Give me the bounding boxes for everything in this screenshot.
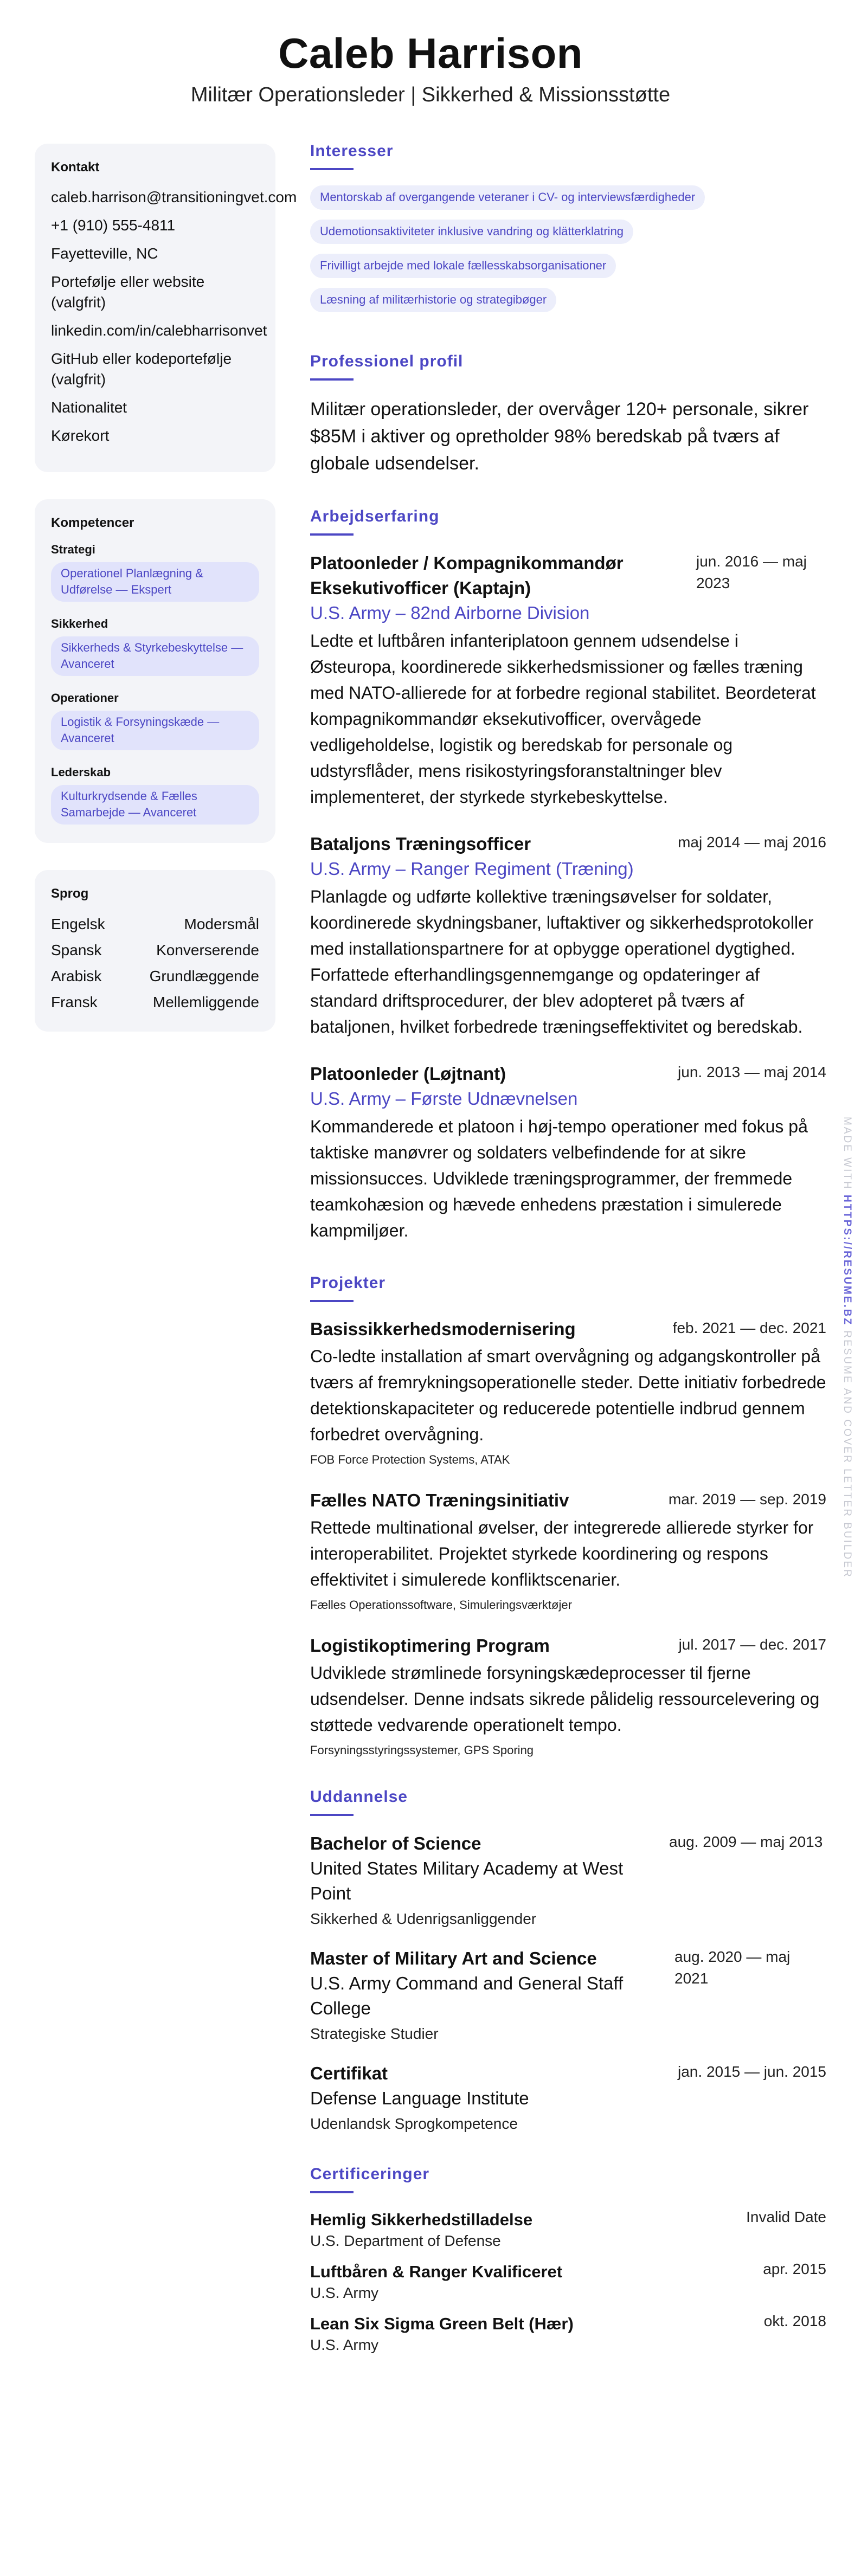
- skill-badge: Sikkerheds & Styrkebeskyttelse — Avanceret: [51, 636, 259, 676]
- skill-badge: Kulturkrydsende & Fælles Samarbejde — Avanceret: [51, 785, 259, 825]
- certification-date: okt. 2018: [763, 2313, 826, 2329]
- language-level: Grundlæggende: [149, 968, 259, 984]
- language-name: Fransk: [51, 994, 98, 1010]
- certification-entry: [310, 2208, 826, 2251]
- project-entry: [310, 1489, 826, 1612]
- certification-issuer: U.S. Army: [310, 2284, 379, 2301]
- school-name: Defense Language Institute: [310, 2088, 529, 2108]
- profile-summary: Militær operationsleder, der overvåger 120+ personale, sikrer $85M i aktiver og opretholder 98% beredskab på tværs af globale udsendelser.: [310, 399, 809, 474]
- interest-badge: Frivilligt arbejde med lokale fællesskabsorganisationer: [310, 254, 616, 278]
- language-row: [51, 991, 259, 1013]
- certification-title: Lean Six Sigma Green Belt (Hær): [310, 2314, 574, 2333]
- certification-issuer: U.S. Army: [310, 2336, 379, 2353]
- skills-title: Kompetencer: [51, 516, 134, 530]
- contact-location: Fayetteville, NC: [51, 245, 158, 262]
- contact-portfolio[interactable]: Portefølje eller website (valgfrit): [51, 273, 205, 311]
- job-organization: U.S. Army – Første Udnævnelsen: [310, 1089, 578, 1109]
- section-title: Uddannelse: [310, 1788, 408, 1806]
- language-level: Mellemliggende: [152, 994, 259, 1010]
- skill-badge: Logistik & Forsyningskæde — Avanceret: [51, 711, 259, 750]
- degree-title: Master of Military Art and Science: [310, 1948, 597, 1968]
- sidebar: [35, 144, 297, 1059]
- job-organization: U.S. Army – Ranger Regiment (Træning): [310, 859, 634, 879]
- watermark-link[interactable]: HTTPS://RESUME.BZ: [841, 1195, 853, 1326]
- languages-card: [35, 870, 275, 1032]
- certification-date: Invalid Date: [746, 2208, 826, 2225]
- project-title: Basissikkerhedsmodernisering: [310, 1319, 576, 1339]
- education-entry: [310, 2061, 826, 2135]
- skill-group: [51, 617, 259, 691]
- project-description: Co-ledte installation af smart overvågning og adgangskontroller på tværs af fremrykningsoperationelle steder. Dette initiativ forbedrede detektionskapaciteter og reducerede potentielle indbrud gennem forbedret overvågning.: [310, 1347, 826, 1444]
- job-title: Platoonleder (Løjtnant): [310, 1064, 506, 1084]
- interest-badge: Mentorskab af overgangende veteraner i CV- og interviewsfærdigheder: [310, 185, 705, 210]
- candidate-headline: Militær Operationsleder | Sikkerhed & Missionsstøtte: [190, 83, 671, 106]
- job-organization: U.S. Army – 82nd Airborne Division: [310, 603, 590, 623]
- project-date: feb. 2021 — dec. 2021: [672, 1319, 826, 1336]
- education-entry: [310, 1831, 826, 1930]
- resume-header: [0, 0, 861, 107]
- education-date: aug. 2020 — maj 2021: [674, 1948, 791, 1987]
- project-description: Udviklede strømlinede forsyningskædeprocesser til fjerne udsendelser. Denne indsats sikrede pålidelig ressourcelevering og støttede vedvarende operationelt tempo.: [310, 1663, 820, 1735]
- section-divider: [310, 1300, 354, 1302]
- job-description: Kommanderede et platoon i høj-tempo operationer med fokus på taktiske manøvrer og soldaters velbefindende for at sikre missionsucces. Udviklede træningsprogrammer, der fremmede teamkohæsion og hævede enhedens præstation i simulerede kampmiljøer.: [310, 1117, 808, 1240]
- skill-group: [51, 765, 259, 825]
- contact-linkedin[interactable]: linkedin.com/in/calebharrisonvet: [51, 322, 267, 339]
- section-title: Certificeringer: [310, 2165, 430, 2183]
- contact-email[interactable]: caleb.harrison@transitioningvet.com: [51, 189, 297, 205]
- section-title: Projekter: [310, 1274, 386, 1292]
- skill-badge: Operationel Planlægning & Udførelse — Ekspert: [51, 562, 259, 602]
- job-date: jun. 2016 — maj 2023: [696, 553, 807, 591]
- education-date: aug. 2009 — maj 2013: [669, 1833, 823, 1850]
- degree-title: Bachelor of Science: [310, 1833, 481, 1853]
- education-entry: [310, 1946, 826, 2045]
- field-of-study: Sikkerhed & Udenrigsanliggender: [310, 1910, 537, 1927]
- language-row: [51, 965, 259, 987]
- section-title: Interesser: [310, 142, 394, 160]
- certification-date: apr. 2015: [763, 2261, 826, 2277]
- project-title: Logistikoptimering Program: [310, 1635, 550, 1656]
- certification-issuer: U.S. Department of Defense: [310, 2232, 501, 2249]
- interest-badge: Læsning af militærhistorie og strategibøger: [310, 288, 556, 312]
- experience-section: [310, 507, 826, 1244]
- builder-watermark: [841, 1117, 853, 1579]
- contact-github[interactable]: GitHub eller kodeportefølje (valgfrit): [51, 350, 232, 388]
- language-name: Engelsk: [51, 916, 105, 932]
- certification-entry: [310, 2261, 826, 2303]
- project-date: mar. 2019 — sep. 2019: [668, 1491, 826, 1508]
- job-title: Platoonleder / Kompagnikommandør Eksekutivofficer (Kaptajn): [310, 553, 624, 598]
- job-date: jun. 2013 — maj 2014: [678, 1064, 826, 1080]
- section-divider: [310, 168, 354, 170]
- skill-group: [51, 691, 259, 765]
- skill-category: Sikkerhed: [51, 617, 108, 630]
- education-section: [310, 1788, 826, 2135]
- language-name: Spansk: [51, 942, 102, 958]
- skill-category: Strategi: [51, 543, 95, 556]
- certification-entry: [310, 2313, 826, 2355]
- contact-card: [35, 144, 297, 472]
- language-name: Arabisk: [51, 968, 102, 984]
- contact-title: Kontakt: [51, 160, 100, 175]
- main-content: [310, 142, 826, 2385]
- project-date: jul. 2017 — dec. 2017: [678, 1636, 826, 1653]
- skills-card: [35, 499, 275, 843]
- project-description: Rettede multinational øvelser, der integrerede allierede styrker for interoperabilitet. Projektet styrkede koordinering og respons effektivitet i simulerede konfliktscenarier.: [310, 1518, 814, 1589]
- language-row: [51, 939, 259, 961]
- section-divider: [310, 378, 354, 381]
- experience-entry: [310, 551, 826, 810]
- section-title: Arbejdserfaring: [310, 507, 440, 525]
- language-level: Konverserende: [156, 942, 259, 958]
- contact-nationality: Nationalitet: [51, 399, 127, 416]
- contact-phone[interactable]: +1 (910) 555-4811: [51, 217, 176, 234]
- watermark-prefix: MADE WITH: [841, 1117, 853, 1190]
- job-date: maj 2014 — maj 2016: [678, 834, 826, 851]
- experience-entry: [310, 1061, 826, 1244]
- degree-title: Certifikat: [310, 2063, 388, 2083]
- section-divider: [310, 2191, 354, 2193]
- section-divider: [310, 1814, 354, 1816]
- project-entry: [310, 1317, 826, 1467]
- skill-group: [51, 543, 259, 617]
- interest-badge: Udemotionsaktiviteter inklusive vandring og klätterklatring: [310, 220, 633, 244]
- education-date: jan. 2015 — jun. 2015: [678, 2063, 826, 2080]
- watermark-suffix: RESUME AND COVER LETTER BUILDER: [841, 1330, 853, 1579]
- school-name: United States Military Academy at West Point: [310, 1858, 624, 1903]
- field-of-study: Strategiske Studier: [310, 2025, 439, 2042]
- job-title: Bataljons Træningsofficer: [310, 834, 531, 854]
- language-level: Modersmål: [184, 916, 259, 932]
- project-technologies: Forsyningsstyringssystemer, GPS Sporing: [310, 1743, 534, 1757]
- job-description: Planlagde og udførte kollektive træningsøvelser for soldater, koordinerede skydningsbaner, luftaktiver og sikkerhedsprotokoller med installationspartnere for at opbygge operationel dygtighed. Forfattede efterhandlingsgennemgange og opdateringer af standard driftsprocedurer, der blev adopteret på tværs af bataljonen, hvilket forbedrede træningseffektivitet og beredskab.: [310, 887, 814, 1036]
- section-title: Professionel profil: [310, 352, 464, 370]
- project-title: Fælles NATO Træningsinitiativ: [310, 1490, 569, 1510]
- candidate-name: Caleb Harrison: [278, 29, 583, 77]
- job-description: Ledte et luftbåren infanteriplatoon gennem udsendelse i Østeuropa, koordinerede sikkerhedsmissioner og fælles træning med NATO-allierede for at forbedre regional stabilitet. Beordeterat kompagnikommandør eksekutivofficer, overvågede vedligeholdelse, logistik og beredskab for personale og udstyrsflåder, mens risikostyringsforanstaltninger blev implementeret, der styrkede styrkebeskyttelse.: [310, 631, 816, 807]
- projects-section: [310, 1274, 826, 1757]
- certifications-section: [310, 2165, 826, 2355]
- profile-section: [310, 352, 826, 477]
- skill-category: Operationer: [51, 691, 119, 705]
- field-of-study: Udenlandsk Sprogkompetence: [310, 2115, 518, 2132]
- project-entry: [310, 1634, 826, 1757]
- section-divider: [310, 533, 354, 536]
- skill-category: Lederskab: [51, 765, 111, 779]
- language-row: [51, 913, 259, 935]
- certification-title: Hemlig Sikkerhedstilladelse: [310, 2210, 533, 2229]
- languages-title: Sprog: [51, 886, 89, 901]
- experience-entry: [310, 832, 826, 1040]
- contact-license: Kørekort: [51, 427, 110, 444]
- school-name: U.S. Army Command and General Staff College: [310, 1973, 624, 2018]
- project-technologies: Fælles Operationssoftware, Simuleringsværktøjer: [310, 1598, 572, 1612]
- certification-title: Luftbåren & Ranger Kvalificeret: [310, 2262, 563, 2281]
- interests-section: [310, 142, 826, 322]
- project-technologies: FOB Force Protection Systems, ATAK: [310, 1453, 510, 1466]
